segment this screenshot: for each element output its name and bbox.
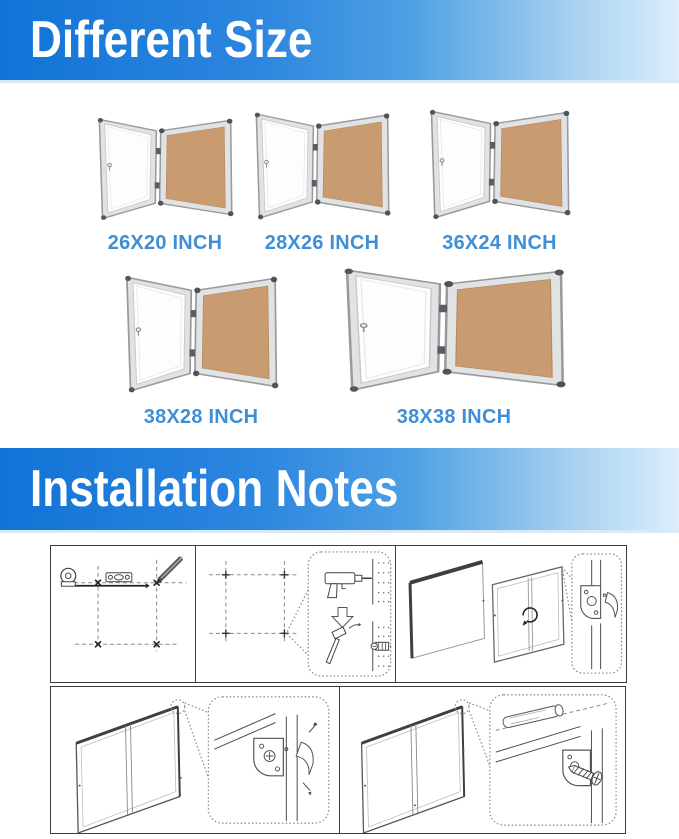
callout-leaders [469, 703, 490, 766]
wall-anchor-icon [371, 642, 389, 650]
board-26x20 [95, 106, 235, 256]
drill-icon [325, 573, 372, 598]
cross-marks [222, 571, 289, 638]
installation-notes-title: Installation Notes [30, 460, 399, 518]
corkboard-open-door-illustration [427, 97, 572, 230]
hammer-icon [326, 623, 361, 664]
drill-and-anchor-diagram [196, 546, 396, 682]
size-label-38x28: 38X28 INCH [143, 405, 259, 428]
step-drill-and-anchor [195, 546, 396, 682]
corkboard-open-door-illustration [252, 100, 392, 230]
board-36x24 [427, 97, 572, 256]
mount-rail [502, 704, 564, 729]
wall-dots-top [378, 562, 390, 602]
level-icon [106, 573, 132, 582]
attach-bracket-covers-diagram [51, 687, 339, 833]
corner-bracket-detail [214, 714, 317, 822]
step-fasten-screws [339, 687, 625, 833]
arrow [303, 783, 310, 791]
board-38x28 [122, 262, 280, 430]
corkboard-open-door-illustration [340, 254, 568, 404]
different-size-title: Different Size [30, 11, 313, 69]
mount-rail-and-frame [496, 703, 610, 823]
size-label-28x26: 28X26 INCH [264, 231, 380, 254]
installation-steps-row-2 [50, 686, 626, 834]
x-marks [95, 580, 160, 648]
callout-wedge [286, 590, 308, 656]
size-label-38x38: 38X38 INCH [396, 405, 512, 428]
board-28x26 [252, 100, 392, 256]
fasten-screws-diagram [340, 687, 625, 833]
tape-measure-icon [61, 568, 150, 588]
corkboard-open-door-illustration [122, 262, 280, 404]
cover-cap [606, 593, 618, 618]
position-board-diagram [396, 546, 626, 682]
pencil-icon [157, 557, 183, 583]
step-attach-bracket-covers [51, 687, 339, 833]
size-label-36x24: 36X24 INCH [442, 231, 557, 254]
callout-leaders [185, 703, 209, 778]
down-arrow-icon [332, 608, 353, 628]
corner-bracket-detail [581, 560, 618, 669]
installation-notes-banner [0, 448, 679, 533]
board-38x38 [340, 254, 568, 430]
cover-cap [296, 742, 313, 775]
corkboard-open-door-illustration [95, 106, 235, 230]
board-back-panel [410, 562, 484, 658]
board-front-panel [493, 567, 564, 662]
different-size-banner [0, 0, 679, 83]
size-label-26x20: 26X20 INCH [107, 231, 223, 254]
installation-steps-row-1 [50, 545, 627, 683]
measure-and-mark-diagram [51, 546, 195, 682]
callout-bubble [308, 552, 390, 676]
step-position-board [395, 546, 626, 682]
step-measure-and-mark [51, 546, 195, 682]
mounted-board [362, 707, 465, 833]
mounted-board [76, 707, 182, 833]
